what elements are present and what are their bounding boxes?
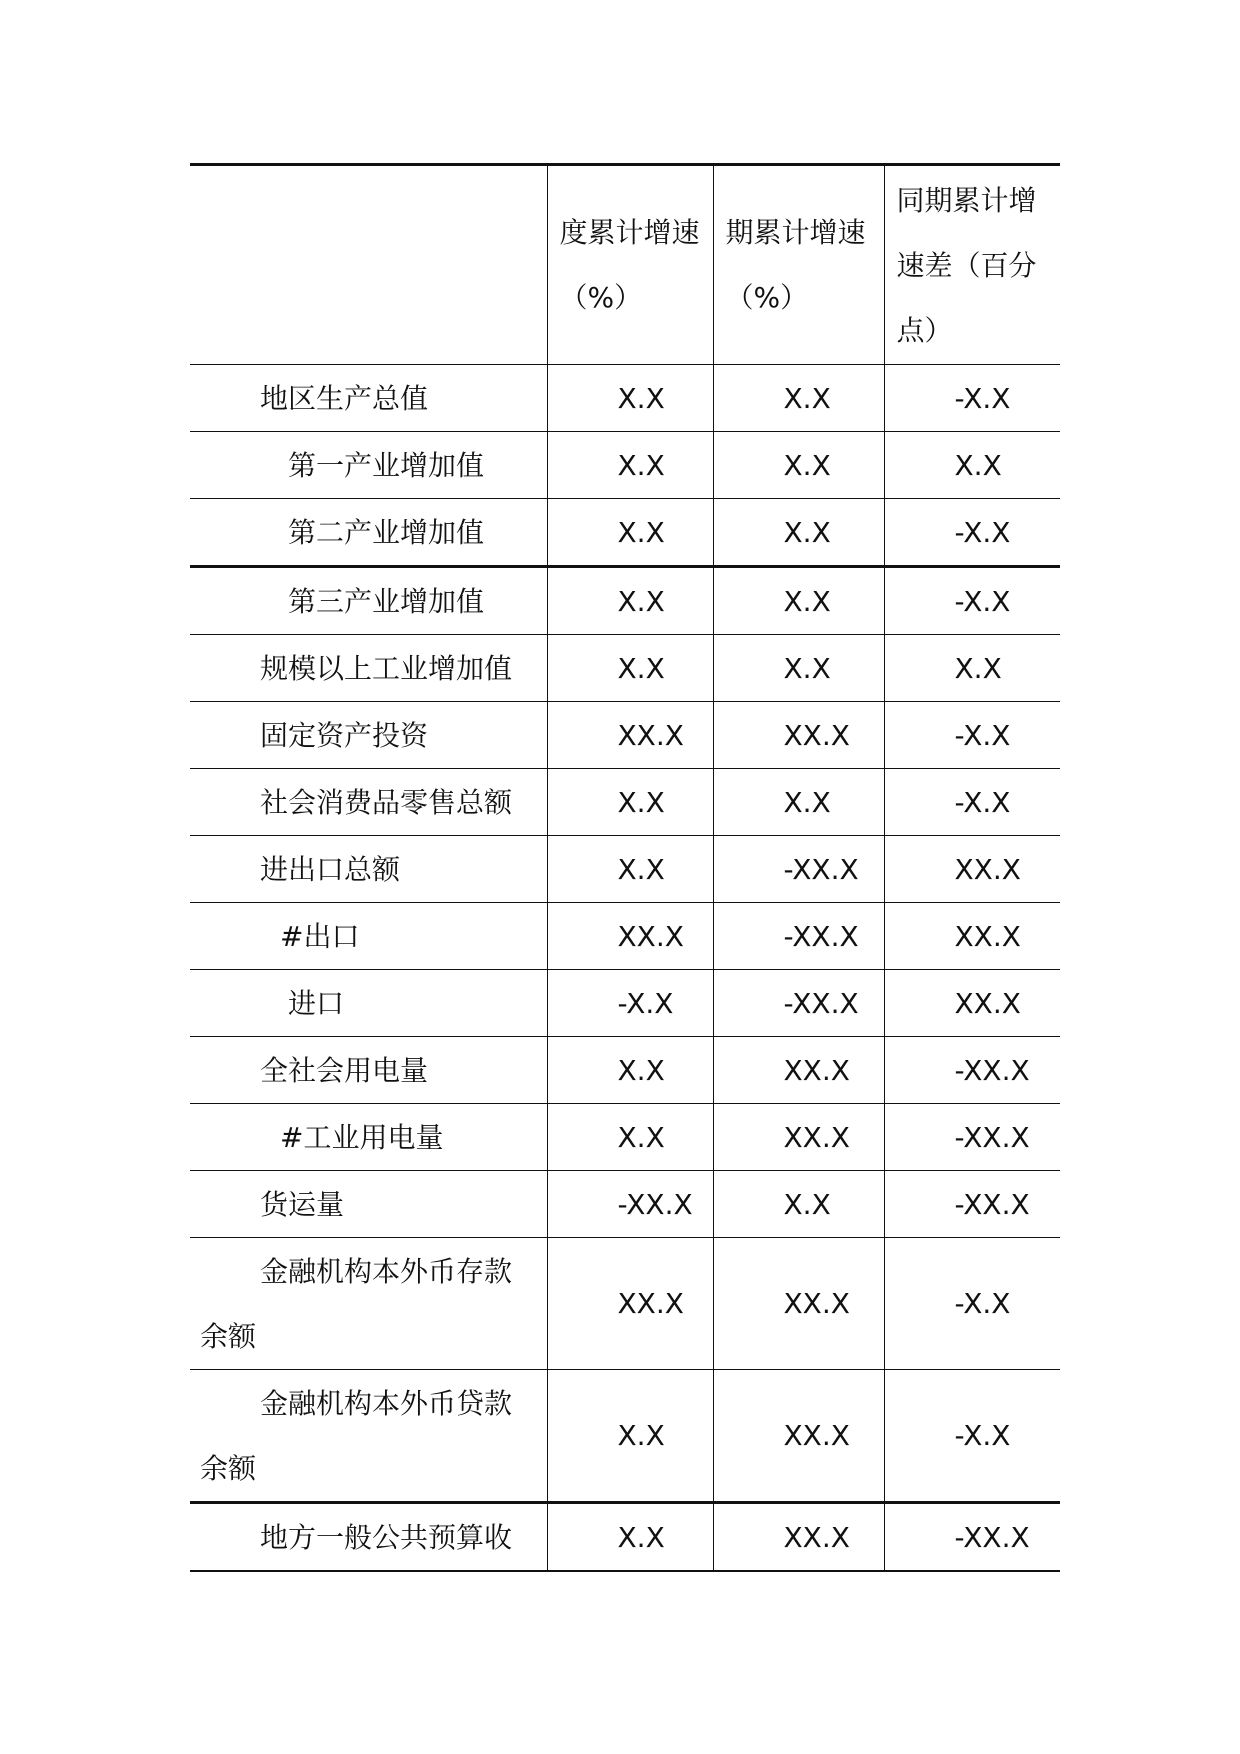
row-value-1: -XX.X [547, 1171, 713, 1238]
row-value-2: -XX.X [713, 836, 884, 903]
row-value-3: -X.X [884, 567, 1060, 635]
header-cumulative-growth: 度累计增速（%） [547, 165, 713, 365]
row-value-1: -X.X [547, 970, 713, 1037]
table-row [190, 499, 1060, 567]
header-growth-difference: 同期累计增速差（百分点） [884, 165, 1060, 365]
row-label: 地区生产总值 [190, 365, 547, 432]
row-value-2: XX.X [713, 702, 884, 769]
row-label: 货运量 [190, 1171, 547, 1238]
row-value-1: X.X [547, 836, 713, 903]
row-value-3: X.X [884, 432, 1060, 499]
row-value-1: X.X [547, 365, 713, 432]
row-value-2: XX.X [713, 1238, 884, 1370]
row-value-2: X.X [713, 567, 884, 635]
row-value-3: -XX.X [884, 1037, 1060, 1104]
row-value-3: -X.X [884, 499, 1060, 567]
row-value-1: XX.X [547, 1238, 713, 1370]
row-value-1: X.X [547, 1503, 713, 1572]
row-value-3: -X.X [884, 769, 1060, 836]
table-row [190, 432, 1060, 499]
row-value-1: X.X [547, 635, 713, 702]
row-label: 社会消费品零售总额 [190, 769, 547, 836]
row-value-3: -XX.X [884, 1503, 1060, 1572]
row-value-1: X.X [547, 432, 713, 499]
row-label: 固定资产投资 [190, 702, 547, 769]
statistics-table [190, 163, 1060, 1572]
row-value-2: XX.X [713, 1503, 884, 1572]
row-value-3: -X.X [884, 702, 1060, 769]
row-label: 规模以上工业增加值 [190, 635, 547, 702]
row-value-1: XX.X [547, 903, 713, 970]
table-row [190, 970, 1060, 1037]
row-value-1: X.X [547, 1104, 713, 1171]
row-value-2: X.X [713, 635, 884, 702]
header-period-cumulative-growth: 期累计增速（%） [713, 165, 884, 365]
row-label: 进口 [190, 970, 547, 1037]
row-label: 金融机构本外币存款余额 [190, 1238, 547, 1370]
row-value-1: X.X [547, 499, 713, 567]
row-value-2: XX.X [713, 1370, 884, 1503]
table-row [190, 567, 1060, 635]
row-value-1: X.X [547, 769, 713, 836]
row-label: 第三产业增加值 [190, 567, 547, 635]
row-label: 进出口总额 [190, 836, 547, 903]
row-label: #出口 [190, 903, 547, 970]
table-row [190, 903, 1060, 970]
row-label: 地方一般公共预算收 [190, 1503, 547, 1572]
table-row [190, 1104, 1060, 1171]
row-value-2: X.X [713, 499, 884, 567]
row-value-2: XX.X [713, 1037, 884, 1104]
table-row [190, 635, 1060, 702]
row-value-3: -X.X [884, 365, 1060, 432]
row-value-2: X.X [713, 769, 884, 836]
row-value-2: XX.X [713, 1104, 884, 1171]
table-row [190, 1503, 1060, 1572]
row-value-2: X.X [713, 365, 884, 432]
row-value-3: XX.X [884, 836, 1060, 903]
table-row [190, 1171, 1060, 1238]
table-row [190, 1037, 1060, 1104]
row-value-3: XX.X [884, 903, 1060, 970]
table-row [190, 702, 1060, 769]
row-value-1: XX.X [547, 702, 713, 769]
row-value-2: -XX.X [713, 903, 884, 970]
table-row [190, 365, 1060, 432]
row-value-1: X.X [547, 1370, 713, 1503]
table-row [190, 836, 1060, 903]
row-value-3: -X.X [884, 1238, 1060, 1370]
row-label: 第一产业增加值 [190, 432, 547, 499]
table-row [190, 1238, 1060, 1370]
table-header-row [190, 165, 1060, 365]
row-value-3: XX.X [884, 970, 1060, 1037]
row-value-2: X.X [713, 1171, 884, 1238]
row-value-1: X.X [547, 1037, 713, 1104]
row-value-2: -XX.X [713, 970, 884, 1037]
row-value-3: -X.X [884, 1370, 1060, 1503]
row-value-3: -XX.X [884, 1104, 1060, 1171]
row-value-2: X.X [713, 432, 884, 499]
row-value-3: X.X [884, 635, 1060, 702]
row-label: 第二产业增加值 [190, 499, 547, 567]
row-value-3: -XX.X [884, 1171, 1060, 1238]
row-label: 金融机构本外币贷款余额 [190, 1370, 547, 1503]
row-value-1: X.X [547, 567, 713, 635]
table-row [190, 1370, 1060, 1503]
header-indicator [190, 165, 547, 365]
table-row [190, 769, 1060, 836]
row-label: 全社会用电量 [190, 1037, 547, 1104]
row-label: #工业用电量 [190, 1104, 547, 1171]
